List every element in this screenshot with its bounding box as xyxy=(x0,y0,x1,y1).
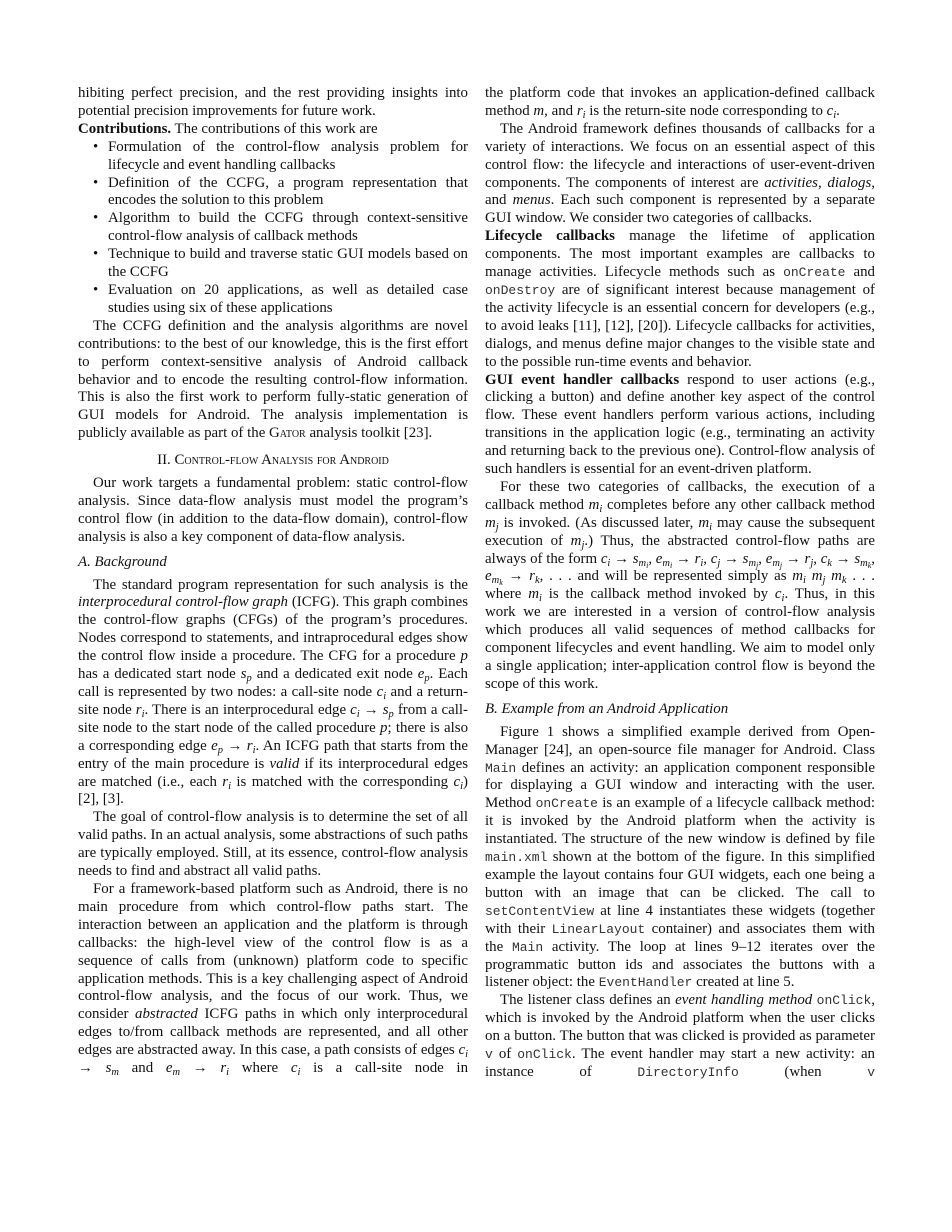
code-text: Main xyxy=(485,760,517,776)
math-text: r xyxy=(694,550,701,567)
code-text: EventHandler xyxy=(598,975,693,991)
text-run: has a dedicated start node xyxy=(78,666,241,683)
math-text: j xyxy=(810,557,814,569)
paragraph xyxy=(485,372,875,479)
math-text: s xyxy=(854,550,861,567)
math-text: i xyxy=(356,708,360,720)
text-run: The contributions of this work are xyxy=(171,120,378,137)
text-run: , xyxy=(817,174,828,191)
math-text: m xyxy=(831,568,842,585)
code-text: onClick xyxy=(517,1047,572,1063)
text-run: . The event handler may start a new activity: an instance of xyxy=(485,1046,875,1080)
math-text: i xyxy=(538,593,542,605)
text-run: → xyxy=(831,550,855,567)
math-text: s xyxy=(742,550,749,567)
text-run: Gator xyxy=(269,425,306,442)
math-text: k xyxy=(827,557,832,569)
math-text: r xyxy=(220,1060,227,1077)
math-text: m xyxy=(528,586,539,603)
text-run: dialogs xyxy=(827,174,872,191)
math-text: e xyxy=(211,737,218,754)
math-text: m xyxy=(698,514,710,531)
math-text: e xyxy=(765,550,773,567)
text-run: from a call-site node to the start node of the called procedure xyxy=(78,701,469,736)
code-text: setContentView xyxy=(485,903,595,919)
math-text: i xyxy=(582,109,586,121)
text-run: . Each call is represented by two nodes: a call-site node xyxy=(78,666,468,700)
math-text: r xyxy=(529,568,535,585)
paragraph xyxy=(78,475,468,547)
math-text: i xyxy=(646,560,649,570)
text-run: II. Control-flow Analysis for Android xyxy=(157,452,389,469)
math-text: r xyxy=(222,773,229,790)
math-text: s xyxy=(632,550,639,567)
math-text: j xyxy=(581,539,585,551)
text-run: is a call-site node in xyxy=(300,1060,469,1077)
text-run: A. Background xyxy=(78,553,167,570)
text-run: The CCFG definition and the analysis algorithms are novel contributions: to the best of our knowledge, this is the first effort to perform context-sensitive analysis of Android callback behavior and to encode the resulting control-flow information. This is also the first work to perform fully-static generation of GUI models for Android. The analysis implementation is publicly available as part of the xyxy=(78,317,468,442)
math-text: j xyxy=(756,560,759,570)
math-text: k xyxy=(867,560,872,570)
text-run: is matched with the corresponding xyxy=(231,773,454,790)
math-text: r xyxy=(804,550,811,567)
text-run: respond to user actions (e.g., clicking a button) and define another key aspect of the control flow. These event handlers perform various actions, including transitions in the application logic (e.g., terminating an activity and returning back to the previous one). Control-flow analysis of such handlers is essential for an event-driven platform. xyxy=(485,371,875,478)
text-run: → xyxy=(180,1060,221,1077)
math-text: r xyxy=(135,701,142,718)
text-run: may cause the subsequent execution of xyxy=(485,514,876,549)
text-run: are of significant interest because management of the activity lifecycle is an essential concern for developers (e.g., to avoid leaks [11], [12], [20]). Lifecycle callbacks for activities, dialogs, and menus define major changes to the visible state and to the possible run-time events and behavior. xyxy=(485,281,875,370)
text-run: created at line 5. xyxy=(692,974,795,991)
text-run: Contributions. xyxy=(78,120,172,137)
math-text: i xyxy=(700,557,704,569)
text-run: . There is an interprocedural edge xyxy=(144,701,351,718)
text-run: . . . where xyxy=(485,568,875,603)
math-text: i xyxy=(226,1067,230,1079)
text-run: analysis toolkit [23]. xyxy=(305,425,433,442)
text-run: where xyxy=(229,1060,291,1077)
contributions-list xyxy=(78,139,468,318)
paragraph xyxy=(485,724,875,993)
math-text: i xyxy=(465,1049,468,1061)
math-text: m xyxy=(792,568,804,585)
math-text: c xyxy=(826,102,834,119)
text-run: of xyxy=(492,1046,518,1063)
math-text: k xyxy=(841,575,847,587)
code-text: v xyxy=(485,1047,493,1063)
math-text: c xyxy=(710,550,718,567)
math-text: k xyxy=(499,578,503,588)
math-text: i xyxy=(297,1067,301,1079)
math-text: c xyxy=(453,773,461,790)
text-run: Algorithm to build the CCFG through context-sensitive control-flow analysis of callback methods xyxy=(108,210,468,245)
list-item xyxy=(103,282,468,318)
math-text: c xyxy=(820,550,828,567)
text-run: and xyxy=(845,264,875,281)
math-text: i xyxy=(383,691,387,702)
list-item xyxy=(103,246,468,282)
text-run: ; there is also a corresponding edge xyxy=(78,719,469,754)
text-run: interprocedural control-flow graph xyxy=(78,594,289,611)
paragraph xyxy=(485,479,875,694)
math-text: p xyxy=(388,708,394,720)
text-run: (when xyxy=(738,1063,868,1080)
text-run: . xyxy=(836,102,840,119)
math-text: i xyxy=(803,575,806,587)
text-run: For a framework-based platform such as Android, there is no main procedure from which control-flow paths start. The interaction between an application and the platform is through callbacks: the high-level view of the control flow is as a sequence of calls from (unknown) platform code to specific application methods. This is a key challenging aspect of Android control-flow analysis, and the focus of our work. Thus, we consider xyxy=(78,880,468,1023)
text-run: defines an activity: an application component responsible for displaying a GUI window and interacting with the user. Method xyxy=(485,759,875,812)
math-text: p xyxy=(246,673,252,685)
text-run: The listener class defines an xyxy=(500,992,676,1009)
text-run: activity. The loop at lines 9–12 iterates over the programmatic button ids and associates the buttons with a listener object: the xyxy=(485,938,875,991)
text-run: and a dedicated exit node xyxy=(251,666,418,683)
subsection-heading xyxy=(485,701,875,719)
left-column xyxy=(78,85,468,1078)
text-run: . Each such component is represented by a separate GUI window. We consider two categories of callbacks. xyxy=(485,192,875,227)
text-run: , xyxy=(758,550,766,567)
math-text: m xyxy=(638,557,647,569)
text-run: hibiting perfect precision, and the rest providing insights into potential precision improvements for future work. xyxy=(78,85,468,119)
math-text: m xyxy=(748,557,757,569)
math-text: i xyxy=(669,560,673,570)
math-text: s xyxy=(105,1060,112,1077)
math-text: p xyxy=(460,648,468,665)
math-text: c xyxy=(376,684,384,700)
code-text: onDestroy xyxy=(485,282,556,298)
text-run: → xyxy=(720,550,743,567)
text-run: the platform code that invokes an application-defined callback method xyxy=(485,85,875,119)
math-text: p xyxy=(380,719,388,736)
text-run: . An ICFG path that starts from the entry of the main procedure is xyxy=(78,737,468,772)
math-text: m xyxy=(860,557,868,569)
text-run: → xyxy=(610,550,633,567)
code-text: v xyxy=(867,1064,875,1080)
text-run: Formulation of the control-flow analysis problem for lifecycle and event handling callbacks xyxy=(108,138,468,173)
math-text: m xyxy=(772,557,780,569)
math-text: e xyxy=(485,568,492,585)
code-text: LinearLayout xyxy=(551,921,646,937)
text-run: container) and associates them with the xyxy=(485,920,875,955)
text-run: activities xyxy=(764,174,818,191)
math-text: c xyxy=(350,701,357,718)
text-run: Figure 1 shows a simplified example derived from Open-Manager [24], an open-source file manager for Android. Class xyxy=(485,723,875,758)
math-text: j xyxy=(495,521,499,533)
text-run: → xyxy=(502,568,530,585)
list-item xyxy=(103,139,468,175)
math-text: m xyxy=(662,557,670,569)
math-text: k xyxy=(534,575,540,587)
math-text: m xyxy=(588,496,600,513)
code-text: main.xml xyxy=(485,850,548,866)
paragraph xyxy=(78,318,468,443)
text-run: Technique to build and traverse static GUI models based on the CCFG xyxy=(108,246,468,281)
math-text: s xyxy=(240,666,247,683)
text-run: → xyxy=(223,737,247,754)
text-run: The standard program representation for such analysis is the xyxy=(93,576,468,593)
text-run: → xyxy=(359,701,383,718)
text-run: B. Example from an Android Application xyxy=(485,700,729,717)
text-run: , and xyxy=(485,174,875,209)
text-run: if its interprocedural edges are matched (i.e., each xyxy=(78,755,468,790)
text-run: is invoked. (As discussed later, xyxy=(498,514,699,531)
text-run: is the callback method invoked by xyxy=(541,586,775,603)
text-run: valid xyxy=(269,755,300,772)
math-text: i xyxy=(252,744,256,756)
text-run: , . . . and will be represented simply as xyxy=(539,568,793,585)
math-text: m xyxy=(485,514,496,531)
math-text: i xyxy=(228,780,231,792)
math-text: j xyxy=(822,575,826,587)
text-run: ) [2], [3]. xyxy=(78,773,468,808)
section-heading xyxy=(78,452,468,470)
text-run: , xyxy=(703,550,711,567)
text-run: , which is invoked by the Android platform when the user clicks on a button. The button that was clicked is provided as parameter xyxy=(485,992,875,1045)
math-text: i xyxy=(709,521,713,533)
math-text: m xyxy=(533,102,545,119)
paragraph xyxy=(485,228,875,371)
paragraph xyxy=(78,881,468,1078)
text-run: → xyxy=(782,550,805,567)
math-text: e xyxy=(165,1060,173,1077)
code-text: onCreate xyxy=(783,265,846,281)
text-run: is the return-site node corresponding to xyxy=(585,102,827,119)
code-text: onClick xyxy=(816,993,872,1009)
math-text: m xyxy=(172,1067,181,1079)
text-run: completes before any other callback method xyxy=(602,496,875,513)
text-run: and xyxy=(118,1060,166,1077)
text-run: → xyxy=(78,1060,106,1077)
text-run: is an example of a lifecycle callback method: it is invoked by the Android platform when the activity is instantiated. The structure of the new window is defined by file xyxy=(485,795,875,848)
math-text: i xyxy=(141,708,145,720)
math-text: i xyxy=(781,593,785,605)
paragraph xyxy=(78,577,468,810)
text-run: shown at the bottom of the figure. In this simplified example the layout contains four GUI widgets, each one being a button with an image that can be clicked. The call to xyxy=(485,849,875,901)
text-run: , xyxy=(813,550,821,567)
text-run: manage the lifetime of application components. The most important examples are callbacks to manage activities. Lifecycle methods such as xyxy=(485,228,875,281)
math-text: i xyxy=(833,109,837,121)
text-run: abstracted xyxy=(135,1006,198,1023)
text-run: The Android framework defines thousands of callbacks for a variety of interactions. We focus on an essential aspect of this control flow: the lifecycle and interactions of user-event-driven components. The components of interest are xyxy=(485,120,875,191)
math-text: m xyxy=(811,568,823,585)
text-run: Definition of the CCFG, a program representation that encodes the solution to this problem xyxy=(108,174,468,209)
list-item xyxy=(103,210,468,246)
math-text: m xyxy=(111,1067,119,1079)
math-text: j xyxy=(779,560,783,570)
math-text: s xyxy=(382,701,389,718)
subsection-heading xyxy=(78,554,468,572)
text-run: and a return-site node xyxy=(78,684,468,718)
math-text: r xyxy=(246,737,253,754)
text-run: ICFG paths in which only interprocedural edges to/from callback methods are represented, and all other edges are abstracted away. In this case, a path consists of edges xyxy=(78,1006,469,1059)
math-text: e xyxy=(655,550,663,567)
text-run: , xyxy=(648,550,656,567)
text-run: Our work targets a fundamental problem: static control-flow analysis. Since data-flow analysis must model the program’s control flow (in addition to the data-flow domain), control-flow analysis is also a key component of data-flow analysis. xyxy=(78,475,468,545)
math-text: c xyxy=(774,586,782,603)
text-run: Evaluation on 20 applications, as well as detailed case studies using six of these applications xyxy=(108,281,468,316)
math-text: m xyxy=(570,532,582,549)
paragraph xyxy=(485,85,875,121)
paragraph xyxy=(78,85,468,121)
math-text: e xyxy=(417,666,425,683)
math-text: c xyxy=(600,550,608,567)
text-run: For these two categories of callbacks, the execution of a callback method xyxy=(485,478,875,513)
paragraph xyxy=(78,121,468,139)
math-text: c xyxy=(290,1060,298,1077)
text-run: menus xyxy=(512,192,551,209)
text-run: , and xyxy=(544,102,577,119)
math-text: i xyxy=(599,503,603,515)
math-text: r xyxy=(576,102,583,119)
code-text: onCreate xyxy=(535,796,598,812)
math-text: p xyxy=(424,673,430,685)
paragraph xyxy=(485,992,875,1082)
text-run: at line 4 instantiates these widgets (together with their xyxy=(485,902,875,937)
text-run: Lifecycle callbacks xyxy=(485,228,615,245)
math-text: i xyxy=(607,557,611,569)
math-text: i xyxy=(460,780,464,792)
text-run: The goal of control-flow analysis is to determine the set of all valid paths. In an actual analysis, some abstractions of such paths are typically employed. Still, at its essence, control-flow analysis needs to find and abstract all valid paths. xyxy=(78,809,468,880)
code-text: Main xyxy=(511,939,544,955)
paragraph xyxy=(485,121,875,228)
code-text: DirectoryInfo xyxy=(637,1064,739,1080)
list-item xyxy=(103,175,468,211)
text-run: , xyxy=(871,550,876,567)
text-run: → xyxy=(672,550,695,567)
paragraph xyxy=(78,809,468,881)
text-run: (ICFG). This graph combines the control-flow graphs (CFGs) of the program’s procedures. Nodes correspond to statements, and intraprocedural edges show the control flow inside a procedure. The CFG for a procedure xyxy=(78,594,468,665)
text-run: GUI event handler callbacks xyxy=(485,371,680,388)
text-run: . Thus, in this work we are interested in a version of control-flow analysis which produces all valid sequences of method callbacks for component lifecycles and event handling. We aim to model only a single application; inter-application control flow is beyond the scope of this work. xyxy=(485,586,875,692)
right-column xyxy=(485,85,875,1082)
math-text: p xyxy=(217,744,224,756)
math-text: m xyxy=(491,575,500,587)
text-run: event handling method xyxy=(675,992,813,1009)
math-text: j xyxy=(717,557,721,569)
math-text: c xyxy=(458,1042,466,1059)
text-run: .) Thus, the abstracted control-flow paths are always of the form xyxy=(485,532,875,567)
